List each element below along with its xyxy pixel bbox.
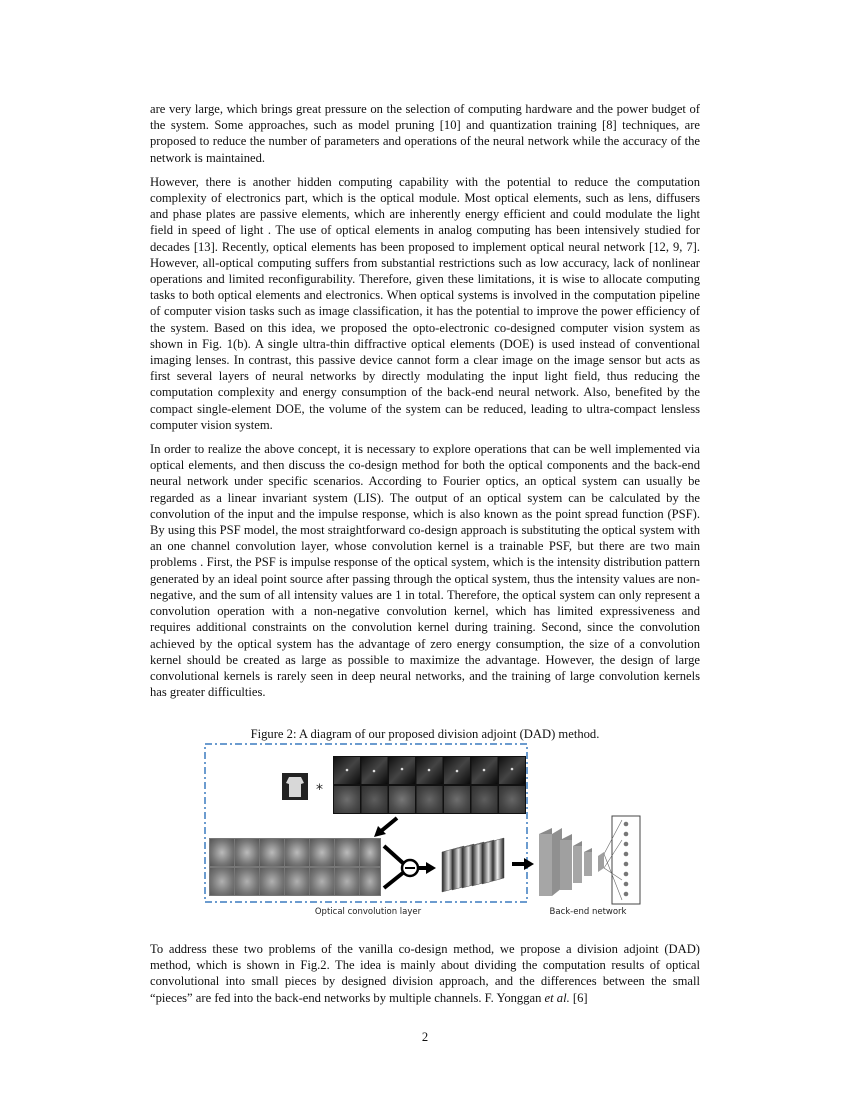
paragraph-4 (150, 941, 700, 1006)
body-text-top (150, 101, 700, 708)
arrow-down-left (380, 818, 397, 832)
merge-arrow-top (384, 846, 404, 864)
figure-caption: Figure 2: A diagram of our proposed division adjoint (DAD) method. (250, 727, 600, 741)
paragraph-4-end: [6] (569, 990, 588, 1005)
merge-arrow-bottom (384, 872, 404, 888)
body-text-bottom (150, 941, 700, 1014)
page-number: 2 (421, 1030, 429, 1044)
paragraph-4-italic: et al. (544, 990, 570, 1005)
dad-diagram (200, 740, 650, 920)
backend-network (539, 816, 640, 904)
paragraph-3: In order to realize the above concept, it is necessary to explore operations that can be well implemented via optical elements, and then discuss the co-design method for both the optical components and the back-end neural network under specific scenarios. According to Fourier optics, an optical system can usually be regarded as a linear invariant system (LIS). The output of an optical system can be calculated by the convolution of the input and the impulse response, which is also known as the point spread function (PSF). By using this PSF model, the most straightforward co-design approach is substituting the optical system with an one channel convolution layer, whose convolution kernel is a trainable PSF, but there are two main problems . First, the PSF is impulse response of the optical system, which is the intensity distribution pattern generated by an ideal point source after passing through the optical system, thus the intensity values are non-negative, and the sum of all intensity values are 1 in total. Therefore, the optical system can only represent a convolution operation with a non-negative convolution kernel, which has limited expressiveness and requires additional constraints on the convolution kernel during training. Second, since the convolution achieved by the optical system has the advantage of zero energy consumption, the size of a convolution kernel should be created as large as possible to maximize the advantage. However, the design of large convolutional kernels is rarely seen in deep neural networks, and the training of large convolution kernels has greater difficulties. (150, 442, 700, 700)
psf-kernel-grid (333, 756, 526, 814)
paragraph-1: are very large, which brings great pressure on the selection of computing hardware and the power budget of the system. Some approaches, such as model pruning [10] and quantization training [8] techniques, are proposed to reduce the number of parameters and operations of the neural network while the accuracy of the network is maintained. (150, 102, 700, 165)
convolution-output-grid (209, 838, 381, 896)
paragraph-4-main: To address these two problems of the vanilla co-design method, we propose a division adjoint (DAD) method, which is shown in Fig.2. The idea is mainly about dividing the computation results of optical convolutional into small pieces by designed division approach, and the differences between the small “pieces” are fed into the back-end networks by multiple channels. F. Yonggan (150, 942, 700, 1005)
paragraph-2: However, there is another hidden computing capability with the potential to reduce the computation complexity of electronics part, which is the optical module. Most optical elements, such as lens, diffusers and phase plates are passive elements, which are inherently energy efficient and could modulate the light field in speed of light . The use of optical elements in analog computing has been intensively studied for decades [13]. Recently, optical elements has been proposed to implement optical neural network [12, 9, 7]. However, all-optical computing suffers from substantial restrictions such as low accuracy, lack of nonlinear operations and limited reconfigurability. Therefore, given these limitations, it is wise to allocate computing tasks to both optical elements and electronics. When optical systems is involved in the computation pipeline of computer vision tasks such as image classification, it has the potential to improve the power efficiency of the system. Based on this idea, we proposed the opto-electronic co-designed computer vision system as shown in Fig. 1(b). A single ultra-thin diffractive optical elements (DOE) is used instead of conventional imaging lenses. In contrast, this passive device cannot form a clear image on the image sensor but acts as first several layers of neural networks by directly modulating the input light field, thus reducing the computation complexity and energy consumption of the back-end neural network. Also, benefited by the compact single-element DOE, the volume of the system can be reduced, leading to ultra-compact lensless computer vision system. (150, 174, 700, 432)
label-backend-network: Back-end network (549, 907, 627, 917)
convolution-operator: * (316, 782, 323, 798)
difference-feature-stack (442, 838, 504, 892)
label-optical-layer: Optical convolution layer (314, 907, 422, 917)
